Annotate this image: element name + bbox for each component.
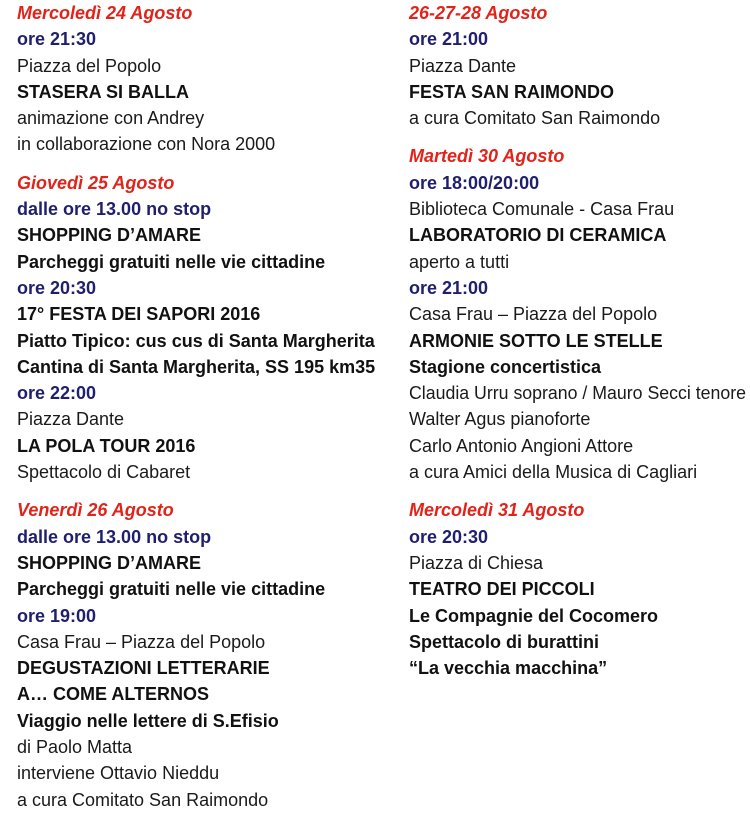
- event-detail-line: Piazza Dante: [409, 55, 517, 76]
- event-time: ore 19:00: [17, 605, 97, 626]
- event-title-line: “La vecchia macchina”: [409, 658, 608, 679]
- event-time: ore 22:00: [17, 383, 97, 404]
- event-title-line: Piatto Tipico: cus cus di Santa Margherita: [17, 330, 375, 351]
- event-detail-line: interviene Ottavio Nieddu: [17, 763, 220, 784]
- event-date: Venerdì 26 Agosto: [17, 500, 174, 521]
- event-title-line: ARMONIE SOTTO LE STELLE: [409, 330, 663, 351]
- event-detail-line: Casa Frau – Piazza del Popolo: [17, 631, 266, 652]
- event-detail-line: a cura Comitato San Raimondo: [17, 789, 269, 810]
- event-title-line: TEATRO DEI PICCOLI: [409, 579, 595, 600]
- event-detail-line: animazione con Andrey: [17, 108, 205, 129]
- event-title-line: Parcheggi gratuiti nelle vie cittadine: [17, 579, 326, 600]
- event-date: Giovedì 25 Agosto: [17, 172, 175, 193]
- event-detail-line: Walter Agus pianoforte: [409, 409, 591, 430]
- event-title-line: LABORATORIO DI CERAMICA: [409, 225, 667, 246]
- event-time: ore 21:00: [409, 29, 489, 50]
- event-title-line: Le Compagnie del Cocomero: [409, 605, 659, 626]
- event-time: ore 21:00: [409, 277, 489, 298]
- event-date: Mercoledì 24 Agosto: [17, 3, 193, 23]
- event-detail-line: di Paolo Matta: [17, 737, 133, 758]
- event-title-line: Stagione concertistica: [409, 356, 602, 377]
- event-title-line: A… COME ALTERNOS: [17, 684, 209, 705]
- event-time: ore 18:00/20:00: [409, 172, 540, 193]
- event-title-line: Viaggio nelle lettere di S.Efisio: [17, 710, 279, 731]
- event-detail-line: Casa Frau – Piazza del Popolo: [409, 304, 658, 325]
- right-column: [409, 0, 750, 681]
- event-title-line: LA POLA TOUR 2016: [17, 435, 196, 456]
- event-mercoledi-31-agosto: [409, 497, 750, 681]
- event-giovedi-25-agosto: [17, 170, 402, 486]
- event-detail-line: Biblioteca Comunale - Casa Frau: [409, 199, 675, 220]
- event-time: dalle ore 13.00 no stop: [17, 199, 212, 220]
- event-title-line: FESTA SAN RAIMONDO: [409, 81, 614, 102]
- event-title-line: SHOPPING D’AMARE: [17, 552, 202, 573]
- left-column: [17, 0, 402, 813]
- event-title-line: 17° FESTA DEI SAPORI 2016: [17, 304, 261, 325]
- event-title-line: Cantina di Santa Margherita, SS 195 km35: [17, 356, 376, 377]
- event-martedi-30-agosto: [409, 143, 750, 485]
- event-time: ore 20:30: [17, 277, 97, 298]
- event-26-27-28-agosto: [409, 0, 750, 131]
- event-venerdi-26-agosto: [17, 497, 402, 813]
- event-date: 26-27-28 Agosto: [409, 3, 548, 23]
- event-date: Mercoledì 31 Agosto: [409, 500, 585, 521]
- event-detail-line: Piazza del Popolo: [17, 55, 162, 76]
- event-time: dalle ore 13.00 no stop: [17, 526, 212, 547]
- event-detail-line: Carlo Antonio Angioni Attore: [409, 435, 634, 456]
- event-detail-line: aperto a tutti: [409, 251, 510, 272]
- event-title-line: Parcheggi gratuiti nelle vie cittadine: [17, 251, 326, 272]
- event-detail-line: in collaborazione con Nora 2000: [17, 134, 276, 155]
- event-time: ore 20:30: [409, 526, 489, 547]
- event-title-line: DEGUSTAZIONI LETTERARIE: [17, 658, 270, 679]
- event-mercoledi-24-agosto: [17, 0, 402, 158]
- event-detail-line: a cura Amici della Musica di Cagliari: [409, 462, 698, 483]
- event-time: ore 21:30: [17, 29, 97, 50]
- event-title-line: STASERA SI BALLA: [17, 81, 190, 102]
- event-date: Martedì 30 Agosto: [409, 146, 565, 167]
- event-detail-line: Piazza di Chiesa: [409, 552, 544, 573]
- event-title-line: Spettacolo di burattini: [409, 631, 600, 652]
- event-title-line: SHOPPING D’AMARE: [17, 225, 202, 246]
- event-detail-line: Spettacolo di Cabaret: [17, 462, 191, 483]
- event-detail-line: Claudia Urru soprano / Mauro Secci tenore: [409, 383, 747, 404]
- event-detail-line: Piazza Dante: [17, 409, 125, 430]
- event-detail-line: a cura Comitato San Raimondo: [409, 108, 661, 129]
